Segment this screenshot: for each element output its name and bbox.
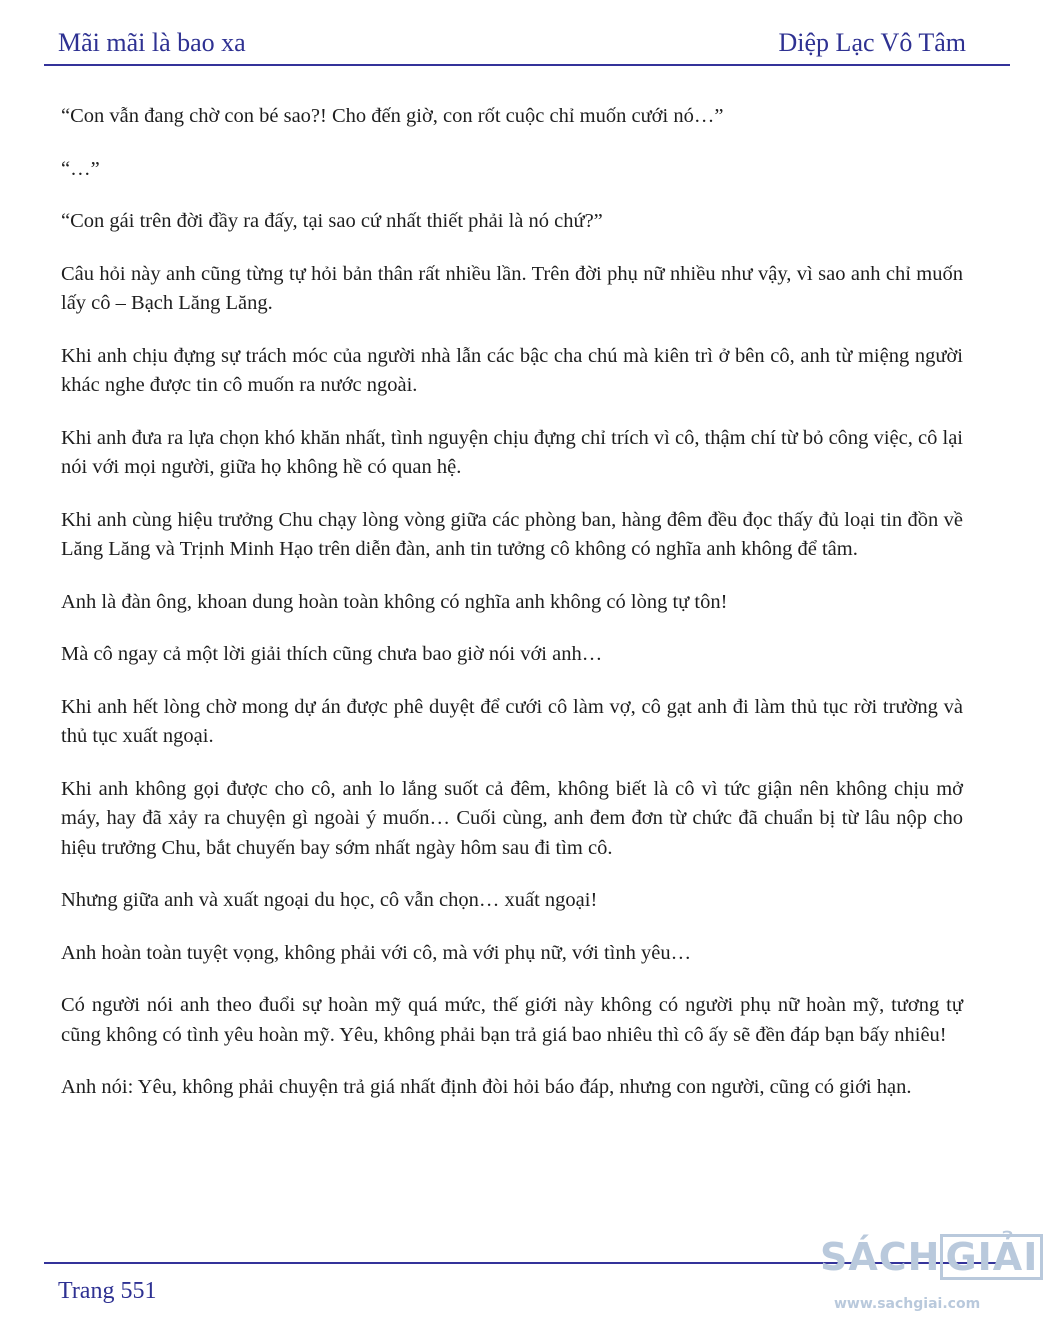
watermark-url: www.sachgiai.com [834,1296,981,1312]
book-title: Mãi mãi là bao xa [58,28,246,57]
header-divider [44,64,1010,66]
body-text [61,102,963,1126]
page-header [58,22,966,66]
paragraph: “Con gái trên đời đầy ra đấy, tại sao cứ nhất thiết phải là nó chứ?” [61,210,603,232]
watermark-logo-right: GIẢI [940,1234,1043,1280]
paragraph: Có người nói anh theo đuổi sự hoàn mỹ quá mức, thế giới này không có người phụ nữ hoàn mỹ, tương tự cũng không có tình yêu hoàn mỹ. Yêu, không phải bạn trả giá bao nhiêu thì cô ấy sẽ đền đáp bạn bấy nhiêu! [61,994,963,1046]
paragraph: Mà cô ngay cả một lời giải thích cũng chưa bao giờ nói với anh… [61,643,603,665]
watermark [820,1232,1039,1322]
paragraph: “…” [61,157,100,180]
paragraph: Khi anh đưa ra lựa chọn khó khăn nhất, tình nguyện chịu đựng chỉ trích vì cô, thậm chí từ bỏ công việc, cô lại nói với mọi người, giữa họ không hề có quan hệ. [61,426,963,478]
paragraph: Anh hoàn toàn tuyệt vọng, không phải với cô, mà với phụ nữ, với tình yêu… [61,941,692,964]
paragraph: Nhưng giữa anh và xuất ngoại du học, cô vẫn chọn… xuất ngoại! [61,889,598,911]
paragraph: “Con vẫn đang chờ con bé sao?! Cho đến giờ, con rốt cuộc chỉ muốn cưới nó…” [61,105,724,127]
watermark-logo [820,1232,1039,1282]
paragraph: Khi anh chịu đựng sự trách móc của người nhà lẫn các bậc cha chú mà kiên trì ở bên cô, anh từ miệng người khác nghe được tin cô muốn ra nước ngoài. [61,344,963,396]
page-number: Trang 551 [58,1278,157,1304]
paragraph: Khi anh cùng hiệu trưởng Chu chạy lòng vòng giữa các phòng ban, hàng đêm đều đọc thấy đủ loại tin đồn về Lăng Lăng và Trịnh Minh Hạo trên diễn đàn, anh tin tưởng cô không có nghĩa anh không để tâm. [61,508,963,560]
paragraph: Khi anh hết lòng chờ mong dự án được phê duyệt để cưới cô làm vợ, cô gạt anh đi làm thủ tục rời trường và thủ tục xuất ngoại. [61,695,963,747]
author-name: Diệp Lạc Vô Tâm [778,28,966,57]
paragraph: Anh nói: Yêu, không phải chuyện trả giá nhất định đòi hỏi báo đáp, nhưng con người, cũng có giới hạn. [61,1076,912,1098]
watermark-logo-left: SÁCH [820,1235,941,1279]
paragraph: Câu hỏi này anh cũng từng tự hỏi bản thân rất nhiều lần. Trên đời phụ nữ nhiều như vậy, vì sao anh chỉ muốn lấy cô – Bạch Lăng Lăng. [61,262,963,314]
paragraph: Anh là đàn ông, khoan dung hoàn toàn không có nghĩa anh không có lòng tự tôn! [61,590,728,613]
paragraph: Khi anh không gọi được cho cô, anh lo lắng suốt cả đêm, không biết là cô vì tức giận nên không chịu mở máy, hay đã xảy ra chuyện gì ngoài ý muốn… Cuối cùng, anh đem đơn từ chức đã chuẩn bị từ lâu nộp cho hiệu trưởng Chu, bắt chuyến bay sớm nhất ngày hôm sau đi tìm cô. [61,777,963,859]
